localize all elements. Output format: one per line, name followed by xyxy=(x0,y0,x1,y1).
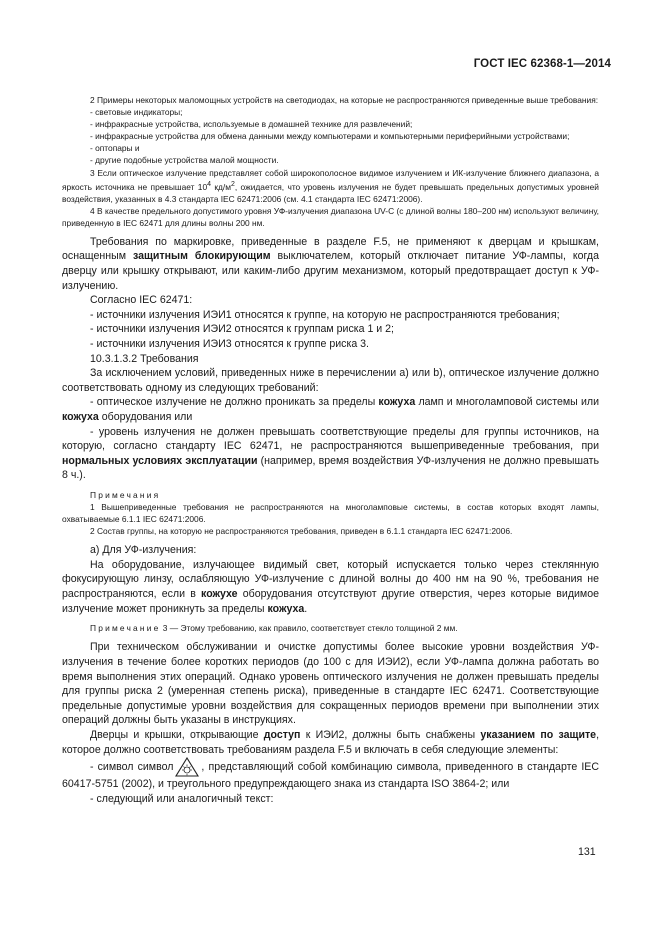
uv-title: а) Для УФ-излучения: xyxy=(90,544,197,557)
uv-warning-triangle-icon xyxy=(175,757,199,777)
note-2-item: - световые индикаторы; xyxy=(90,107,183,118)
requirement-item: - уровень излучения не должен превышать соответствующие пределы для группы источников, на которую, согласно стандарту IEC 62471, не распространяются вышеприведенные требования, при нормальных условиях эксплуатации (например, время воздействия УФ-излучения не должно превышать 8 ч.). xyxy=(62,425,599,482)
symbol-item: - символ символ , представляющий собой комбинацию символа, приведенного в стандарте IEC 60417-5751 (2002), и треугольного предупреждающего знака из стандарта ISO 3864-2; или xyxy=(62,757,599,792)
page-number: 131 xyxy=(578,846,596,858)
note-2-intro: 2 Примеры некоторых маломощных устройств на светодиодах, на которые не распространяются приведенные выше требования: xyxy=(90,95,599,105)
note-2-item: - инфракрасные устройства, используемые в домашней технике для развлечений; xyxy=(90,119,413,130)
section-intro: За исключением условий, приведенных ниже в перечислении а) или b), оптическое излучение должно соответствовать одному из следующих требований: xyxy=(62,367,599,394)
maintenance-paragraph: При техническом обслуживании и очистке допустимы более высокие уровни воздействия УФ-излучения в течение более коротких периодов (до 100 с для ИЭИ2), если УФ-лампа должна работать во время выполнения этих операций. Однако уровень оптического излучения не должен превышать пределы для группы риска 2 (умеренная степень риска), приведенные в стандарте IEC 62471. Соответствующие предельные допустимые уровни воздействия для сокращенных периодов времени при выполнении этих операций должны быть указаны в инструкциях. xyxy=(62,641,599,727)
note-2-item: - инфракрасные устройства для обмена данными между компьютерами и компьютерными периферийными устройствами; xyxy=(90,131,570,142)
uv-paragraph: На оборудование, излучающее видимый свет, который испускается только через стеклянную фокусирующую линзу, ослабляющую УФ-излучение с длиной волны до 400 нм на 90 %, требования не распространяются, если в кожухе оборудования отсутствуют другие отверстия, через которые видимое излучение может проникнуть за пределы кожуха. xyxy=(62,558,599,615)
note-2-item: - другие подобные устройства малой мощности. xyxy=(90,155,279,166)
section-heading: 10.3.1.3.2 Требования xyxy=(90,352,199,365)
note-4: 4 В качестве предельного допустимого уровня УФ-излучения диапазона UV-C (с длиной волны 180–200 нм) используют величину, приведенную в IEC 62471 для длины волны 200 нм. xyxy=(62,205,599,228)
text-item: - следующий или аналогичный текст: xyxy=(90,792,274,805)
iec-title: Согласно IEC 62471: xyxy=(90,294,193,307)
note-2: 2 Состав группы, на которую не распространяются требования, приведен в 6.1.1 стандарта IEC 62471:2006. xyxy=(90,526,513,537)
note-2-item: - оптопары и xyxy=(90,143,140,154)
page-content xyxy=(62,94,599,806)
note-3-glass: Примечание 3 — Этому требованию, как правило, соответствует стекло толщиной 2 мм. xyxy=(90,623,458,634)
marking-paragraph: Требования по маркировке, приведенные в разделе F.5, не применяют к дверцам и крышкам, оснащенным защитным блокирующим выключателем, который отключает питание УФ-лампы, когда дверцу или крышку открывают, или каким-либо другим механизмом, который предотвращает доступ к УФ-излучению. xyxy=(62,235,599,292)
iec-item: - источники излучения ИЭИ1 относятся к группе, на которую не распространяются требования; xyxy=(90,308,560,321)
note-3: 3 Если оптическое излучение представляет собой широкополосное видимое излучением и ИК-излучение ближнего диапазона, а яркость источника не превышает $10^4$ $кд/м^2$, ожидается, что уровень излучения не будет превышать предельных допустимых уровней воздействия, указанных в 4.3 стандарта IEC 62471:2006 (см. 4.1 стандарта IEC 62471:2006). xyxy=(62,167,599,204)
iec-item: - источники излучения ИЭИ2 относятся к группам риска 1 и 2; xyxy=(90,323,394,336)
requirement-item: - оптическое излучение не должно проникать за пределы кожуха ламп и многоламповой системы или кожуха оборудования или xyxy=(62,396,599,423)
notes-title: Примечания xyxy=(90,489,161,500)
document-header: ГОСТ IEC 62368-1—2014 xyxy=(473,58,611,70)
note-1: 1 Вышеприведенные требования не распространяются на многоламповые системы, в состав которых входят лампы, охватываемые 6.1.1 IEC 62471:2006. xyxy=(62,502,599,525)
doors-paragraph: Дверцы и крышки, открывающие доступ к ИЭИ2, должны быть снабжены указанием по защите, которое должно соответствовать требованиям раздела F.5 и включать в себя следующие элементы: xyxy=(62,728,600,756)
iec-item: - источники излучения ИЭИ3 относятся к группе риска 3. xyxy=(90,337,369,350)
